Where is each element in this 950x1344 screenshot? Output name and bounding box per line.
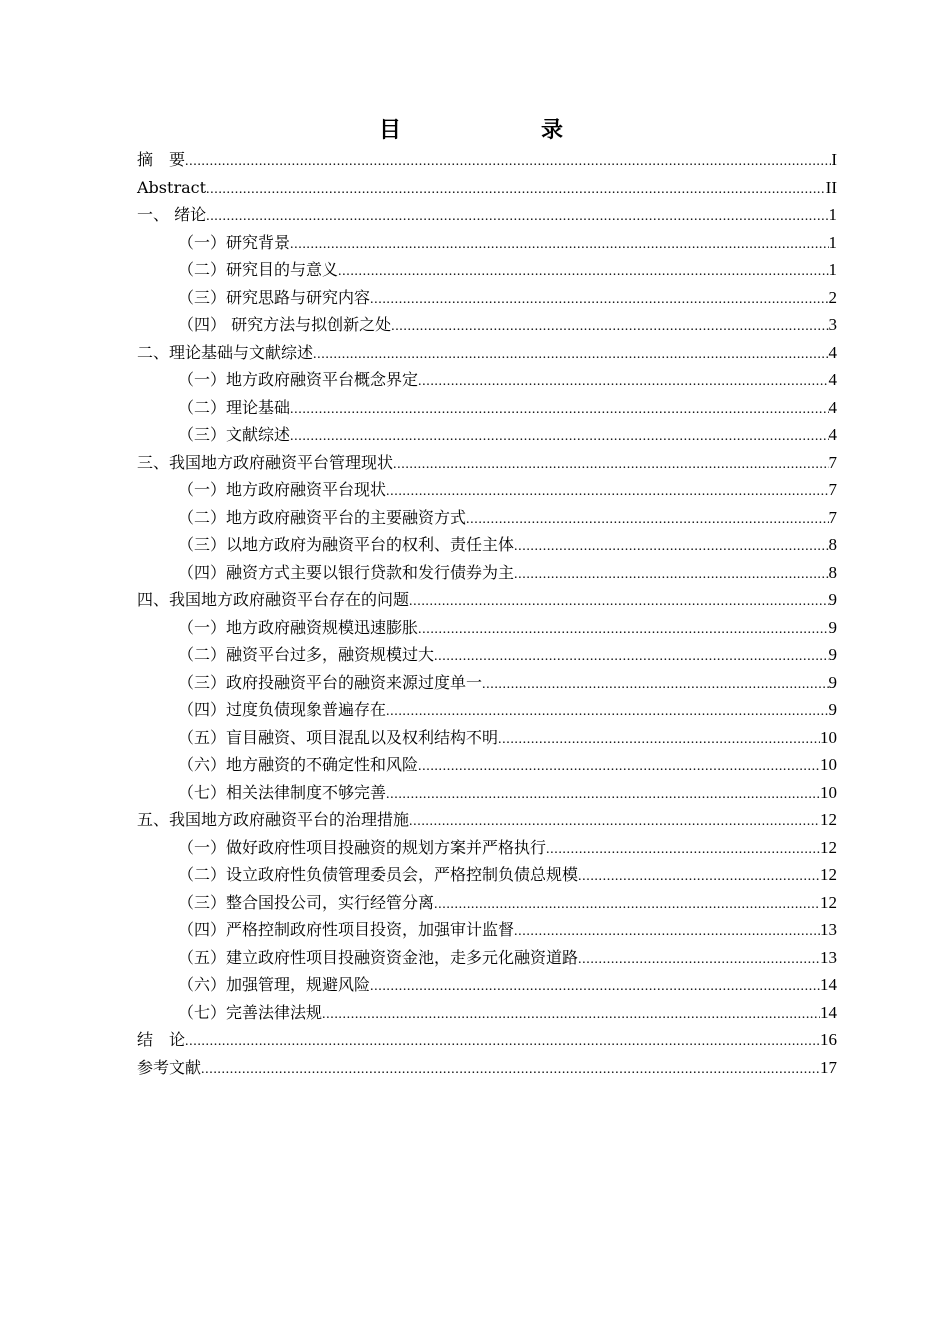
toc-entry-page-number: 1 bbox=[828, 205, 837, 224]
toc-leader-dots bbox=[409, 588, 828, 616]
toc-leader-dots bbox=[514, 561, 828, 589]
toc-leader-dots bbox=[185, 1028, 820, 1056]
toc-entry[interactable] bbox=[137, 366, 837, 394]
toc-entry-page-number: 9 bbox=[828, 617, 837, 637]
toc-entry[interactable] bbox=[137, 971, 837, 999]
toc-entry-page-number: 14 bbox=[820, 1002, 837, 1022]
toc-entry-label: 四、我国地方政府融资平台存在的问题 bbox=[137, 590, 410, 609]
toc-entry[interactable] bbox=[137, 724, 837, 752]
toc-entry-page-number: 4 bbox=[828, 397, 837, 417]
toc-entry-page-number: 12 bbox=[820, 892, 837, 912]
toc-entry[interactable] bbox=[137, 999, 837, 1027]
toc-entry-label: （四）融资方式主要以银行贷款和发行债券为主 bbox=[178, 562, 515, 582]
toc-entry-label: （一）地方政府融资规模迅速膨胀 bbox=[178, 617, 419, 637]
toc-entry[interactable] bbox=[137, 449, 837, 477]
toc-leader-dots bbox=[290, 423, 828, 451]
page-title: 目 录 bbox=[378, 118, 595, 143]
toc-entry-label: （五）盲目融资、项目混乱以及权利结构不明 bbox=[178, 727, 499, 747]
toc-entry[interactable] bbox=[137, 641, 837, 669]
toc-entry-label: （一）研究背景 bbox=[178, 232, 291, 252]
toc-entry-label: （三）研究思路与研究内容 bbox=[178, 287, 371, 307]
toc-entry-label: （二）设立政府性负债管理委员会，严格控制负债总规模 bbox=[178, 865, 579, 884]
toc-entry-page-number: 4 bbox=[828, 342, 837, 362]
toc-entry-label: （三）文献综述 bbox=[178, 425, 291, 444]
toc-entry-page-number: 1 bbox=[828, 232, 837, 252]
toc-entry[interactable] bbox=[137, 476, 837, 504]
toc-leader-dots bbox=[290, 396, 828, 424]
toc-entry-page-number: 13 bbox=[820, 947, 837, 967]
toc-entry[interactable] bbox=[137, 504, 837, 532]
toc-entry-label: （三）以地方政府为融资平台的权利、责任主体 bbox=[178, 535, 515, 554]
toc-leader-dots bbox=[322, 1001, 820, 1029]
toc-entry-page-number: 9 bbox=[828, 672, 837, 692]
toc-leader-dots bbox=[206, 203, 828, 231]
toc-entry[interactable] bbox=[137, 889, 837, 917]
toc-entry-page-number: 9 bbox=[828, 700, 837, 719]
toc-leader-dots bbox=[206, 176, 826, 204]
toc-entry-page-number: 12 bbox=[820, 810, 837, 829]
toc-entry[interactable] bbox=[137, 174, 837, 202]
toc-entry-page-number: 4 bbox=[828, 370, 837, 389]
toc-entry[interactable] bbox=[137, 531, 837, 559]
toc-entry-label: 二、理论基础与文献综述 bbox=[137, 342, 314, 362]
toc-leader-dots bbox=[498, 726, 820, 754]
toc-entry[interactable] bbox=[137, 1026, 837, 1054]
toc-leader-dots bbox=[386, 698, 828, 726]
toc-leader-dots bbox=[514, 918, 820, 946]
toc-entry-label: 三、我国地方政府融资平台管理现状 bbox=[137, 452, 394, 472]
toc-entry-label: （二）地方政府融资平台的主要融资方式 bbox=[178, 507, 467, 527]
toc-entry[interactable] bbox=[137, 806, 837, 834]
toc-entry[interactable] bbox=[137, 586, 837, 614]
table-of-contents bbox=[137, 146, 837, 1081]
toc-leader-dots bbox=[514, 533, 828, 561]
toc-leader-dots bbox=[338, 258, 828, 286]
toc-entry-label: （一）地方政府融资平台现状 bbox=[178, 480, 387, 499]
toc-entry-page-number: 1 bbox=[828, 260, 837, 279]
toc-entry[interactable] bbox=[137, 1054, 837, 1082]
toc-leader-dots bbox=[578, 863, 820, 891]
toc-entry-label: 结 论 bbox=[137, 1030, 186, 1049]
toc-leader-dots bbox=[434, 891, 820, 919]
toc-entry[interactable] bbox=[137, 421, 837, 449]
toc-entry[interactable] bbox=[137, 311, 837, 339]
toc-entry-page-number: 7 bbox=[828, 480, 837, 499]
toc-entry-label: Abstract bbox=[137, 177, 207, 197]
toc-leader-dots bbox=[386, 478, 828, 506]
toc-leader-dots bbox=[578, 946, 820, 974]
toc-leader-dots bbox=[391, 313, 828, 341]
toc-entry-page-number: 7 bbox=[828, 452, 837, 472]
toc-entry-page-number: 8 bbox=[828, 562, 837, 582]
toc-entry-page-number: 14 bbox=[820, 975, 837, 994]
toc-leader-dots bbox=[290, 231, 828, 259]
toc-entry[interactable] bbox=[137, 146, 837, 174]
toc-entry-page-number: 3 bbox=[828, 315, 837, 334]
toc-entry[interactable] bbox=[137, 669, 837, 697]
toc-leader-dots bbox=[546, 836, 820, 864]
toc-leader-dots bbox=[393, 451, 828, 479]
toc-entry-label: （二）理论基础 bbox=[178, 397, 291, 417]
toc-entry-label: （三）整合国投公司，实行经管分离 bbox=[178, 892, 435, 912]
toc-entry-page-number: 12 bbox=[820, 865, 837, 884]
toc-entry[interactable] bbox=[137, 916, 837, 944]
toc-entry-page-number: 8 bbox=[828, 535, 837, 554]
toc-leader-dots bbox=[185, 148, 831, 176]
toc-leader-dots bbox=[313, 341, 828, 369]
toc-entry-label: 参考文献 bbox=[137, 1057, 202, 1077]
toc-leader-dots bbox=[201, 1056, 820, 1084]
toc-entry-page-number: II bbox=[825, 177, 837, 197]
toc-entry[interactable] bbox=[137, 696, 837, 724]
toc-entry-page-number: 7 bbox=[828, 507, 837, 527]
toc-entry-label: （二）研究目的与意义 bbox=[178, 260, 339, 279]
toc-entry[interactable] bbox=[137, 284, 837, 312]
toc-entry-label: （六）地方融资的不确定性和风险 bbox=[178, 755, 419, 774]
toc-entry-label: （四） 研究方法与拟创新之处 bbox=[178, 315, 392, 334]
toc-entry-label: （一）地方政府融资平台概念界定 bbox=[178, 370, 419, 389]
toc-entry-page-number: 9 bbox=[828, 590, 837, 609]
toc-entry-page-number: 2 bbox=[828, 287, 837, 307]
toc-leader-dots bbox=[409, 808, 820, 836]
toc-entry-page-number: I bbox=[831, 150, 837, 169]
toc-entry-page-number: 16 bbox=[820, 1030, 837, 1049]
toc-entry-page-number: 12 bbox=[820, 837, 837, 857]
toc-entry-page-number: 9 bbox=[828, 645, 837, 664]
toc-entry[interactable] bbox=[137, 779, 837, 807]
toc-entry-label: 五、我国地方政府融资平台的治理措施 bbox=[137, 810, 410, 829]
toc-entry-label: （一）做好政府性项目投融资的规划方案并严格执行 bbox=[178, 837, 547, 857]
toc-entry-label: （七）完善法律法规 bbox=[178, 1002, 323, 1022]
toc-entry-label: （五）建立政府性项目投融资资金池，走多元化融资道路 bbox=[178, 947, 579, 967]
toc-leader-dots bbox=[418, 368, 828, 396]
toc-entry-page-number: 10 bbox=[820, 727, 837, 747]
toc-leader-dots bbox=[370, 286, 828, 314]
toc-entry-page-number: 10 bbox=[820, 755, 837, 774]
toc-leader-dots bbox=[386, 781, 820, 809]
toc-entry-label: （二）融资平台过多，融资规模过大 bbox=[178, 645, 435, 664]
toc-entry[interactable] bbox=[137, 201, 837, 229]
toc-entry[interactable] bbox=[137, 339, 837, 367]
toc-leader-dots bbox=[418, 753, 820, 781]
toc-leader-dots bbox=[418, 616, 828, 644]
toc-entry[interactable] bbox=[137, 559, 837, 587]
toc-leader-dots bbox=[370, 973, 820, 1001]
toc-entry-label: 摘 要 bbox=[137, 150, 186, 169]
toc-leader-dots bbox=[434, 643, 828, 671]
toc-entry-label: （四）严格控制政府性项目投资，加强审计监督 bbox=[178, 920, 515, 939]
toc-entry[interactable] bbox=[137, 944, 837, 972]
toc-entry[interactable] bbox=[137, 614, 837, 642]
toc-entry-page-number: 13 bbox=[820, 920, 837, 939]
toc-leader-dots bbox=[482, 671, 828, 699]
toc-leader-dots bbox=[466, 506, 828, 534]
toc-entry-label: 一、 绪论 bbox=[137, 205, 207, 224]
toc-entry[interactable] bbox=[137, 229, 837, 257]
toc-entry[interactable] bbox=[137, 256, 837, 284]
toc-entry[interactable] bbox=[137, 834, 837, 862]
toc-entry-label: （六）加强管理，规避风险 bbox=[178, 975, 371, 994]
toc-entry[interactable] bbox=[137, 861, 837, 889]
toc-entry-label: （七）相关法律制度不够完善 bbox=[178, 782, 387, 802]
toc-entry-label: （四）过度负债现象普遍存在 bbox=[178, 700, 387, 719]
toc-entry[interactable] bbox=[137, 394, 837, 422]
toc-entry-page-number: 4 bbox=[828, 425, 837, 444]
toc-entry-page-number: 17 bbox=[820, 1057, 837, 1077]
toc-entry-label: （三）政府投融资平台的融资来源过度单一 bbox=[178, 672, 483, 692]
toc-entry[interactable] bbox=[137, 751, 837, 779]
toc-entry-page-number: 10 bbox=[820, 782, 837, 802]
